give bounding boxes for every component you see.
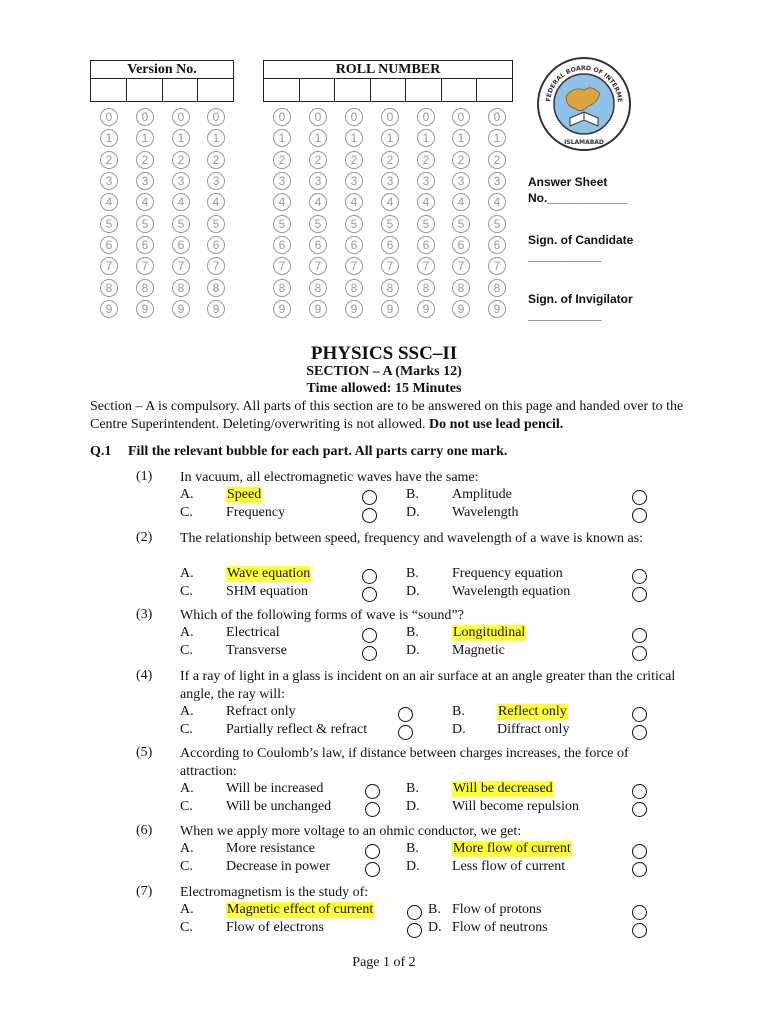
digit-bubble[interactable]: 0 <box>100 108 118 126</box>
roll-cell[interactable] <box>371 79 407 101</box>
option-text: Wave equation <box>227 566 311 581</box>
digit-bubble[interactable]: 9 <box>273 300 291 318</box>
digit-bubble[interactable]: 5 <box>172 215 190 233</box>
answer-bubble[interactable] <box>365 802 380 817</box>
section-title: SECTION – A (Marks 12) <box>306 364 462 379</box>
digit-bubble[interactable]: 9 <box>488 300 506 318</box>
option-letter: B. <box>406 487 419 502</box>
option-letter: B. <box>428 902 441 917</box>
digit-bubble[interactable]: 2 <box>136 151 154 169</box>
digit-bubble[interactable]: 9 <box>345 300 363 318</box>
digit-bubble[interactable]: 9 <box>136 300 154 318</box>
time-allowed: Time allowed: 15 Minutes <box>306 381 462 396</box>
version-digit-column <box>207 108 233 321</box>
digit-bubble[interactable]: 1 <box>273 129 291 147</box>
option-text: Wavelength <box>452 505 519 520</box>
digit-bubble[interactable]: 9 <box>417 300 435 318</box>
digit-bubble[interactable]: 3 <box>172 172 190 190</box>
digit-bubble[interactable]: 0 <box>207 108 225 126</box>
digit-bubble[interactable]: 9 <box>452 300 470 318</box>
digit-bubble[interactable]: 8 <box>207 279 225 297</box>
digit-bubble[interactable]: 3 <box>136 172 154 190</box>
digit-bubble[interactable]: 3 <box>417 172 435 190</box>
digit-bubble[interactable]: 2 <box>488 151 506 169</box>
digit-bubble[interactable]: 2 <box>381 151 399 169</box>
answer-bubble[interactable] <box>632 862 647 877</box>
option-letter: C. <box>180 643 193 658</box>
option-letter: A. <box>180 625 194 640</box>
digit-bubble[interactable]: 2 <box>309 151 327 169</box>
option-letter: D. <box>452 722 466 737</box>
option-text: Frequency <box>226 505 286 520</box>
digit-bubble[interactable]: 2 <box>345 151 363 169</box>
invigilator-signature-label: Sign. of Invigilator <box>528 292 633 306</box>
question-stem: The relationship between speed, frequency and wavelength of a wave is known as: <box>180 531 644 546</box>
answer-bubble[interactable] <box>362 587 377 602</box>
question-number: Q.1 <box>90 444 112 459</box>
paper-title: PHYSICS SSC–II <box>310 343 458 364</box>
candidate-signature <box>528 232 633 264</box>
digit-bubble[interactable]: 5 <box>273 215 291 233</box>
answer-bubble[interactable] <box>362 569 377 584</box>
digit-bubble[interactable]: 5 <box>100 215 118 233</box>
digit-bubble[interactable]: 5 <box>207 215 225 233</box>
answer-bubble[interactable] <box>632 569 647 584</box>
answer-bubble[interactable] <box>632 508 647 523</box>
digit-bubble[interactable]: 6 <box>488 236 506 254</box>
option-letter: A. <box>180 487 194 502</box>
svg-text:ISLAMABAD: ISLAMABAD <box>564 139 604 146</box>
digit-bubble[interactable]: 5 <box>452 215 470 233</box>
digit-bubble[interactable]: 6 <box>273 236 291 254</box>
digit-bubble[interactable]: 4 <box>100 193 118 211</box>
answer-bubble[interactable] <box>632 587 647 602</box>
digit-bubble[interactable]: 2 <box>100 151 118 169</box>
roll-cell[interactable] <box>264 79 300 101</box>
answer-sheet-number-field[interactable]: No.____________ <box>528 191 628 205</box>
digit-bubble[interactable]: 7 <box>207 257 225 275</box>
digit-bubble[interactable]: 4 <box>136 193 154 211</box>
version-digit-column <box>136 108 162 321</box>
question-part-number: (6) <box>136 823 153 838</box>
option-letter: D. <box>406 859 420 874</box>
option-letter: C. <box>180 722 193 737</box>
digit-bubble[interactable]: 0 <box>417 108 435 126</box>
question-part-number: (4) <box>136 668 153 683</box>
digit-bubble[interactable]: 4 <box>452 193 470 211</box>
answer-bubble[interactable] <box>632 923 647 938</box>
digit-bubble[interactable]: 1 <box>381 129 399 147</box>
answer-bubble[interactable] <box>407 923 422 938</box>
option-letter: D. <box>406 799 420 814</box>
digit-bubble[interactable]: 4 <box>207 193 225 211</box>
answer-bubble[interactable] <box>632 646 647 661</box>
option-letter: B. <box>406 781 419 796</box>
digit-bubble[interactable]: 1 <box>100 129 118 147</box>
digit-bubble[interactable]: 3 <box>381 172 399 190</box>
option-text: Reflect only <box>498 704 567 719</box>
digit-bubble[interactable]: 8 <box>417 279 435 297</box>
digit-bubble[interactable]: 1 <box>136 129 154 147</box>
answer-bubble[interactable] <box>632 784 647 799</box>
digit-bubble[interactable]: 7 <box>417 257 435 275</box>
option-text: More resistance <box>226 841 316 856</box>
digit-bubble[interactable]: 6 <box>172 236 190 254</box>
fbise-logo <box>536 56 632 152</box>
digit-bubble[interactable]: 1 <box>309 129 327 147</box>
invigilator-signature <box>528 291 633 323</box>
option-text: Magnetic <box>452 643 505 658</box>
question-part-number: (3) <box>136 607 153 622</box>
digit-bubble[interactable]: 8 <box>452 279 470 297</box>
roll-digit-column <box>381 108 407 321</box>
digit-bubble[interactable]: 1 <box>172 129 190 147</box>
digit-bubble[interactable]: 6 <box>207 236 225 254</box>
digit-bubble[interactable]: 0 <box>381 108 399 126</box>
digit-bubble[interactable]: 6 <box>381 236 399 254</box>
option-letter: A. <box>180 566 194 581</box>
digit-bubble[interactable]: 0 <box>309 108 327 126</box>
digit-bubble[interactable]: 9 <box>309 300 327 318</box>
digit-bubble[interactable]: 1 <box>452 129 470 147</box>
version-cell[interactable] <box>91 79 127 101</box>
question-stem: Which of the following forms of wave is “sound”? <box>180 608 464 623</box>
roll-digit-column <box>345 108 371 321</box>
option-letter: C. <box>180 584 193 599</box>
version-cell[interactable] <box>198 79 233 101</box>
answer-bubble[interactable] <box>362 508 377 523</box>
option-text: Will be unchanged <box>226 799 332 814</box>
option-text: Speed <box>227 487 262 502</box>
answer-bubble[interactable] <box>632 844 647 859</box>
digit-bubble[interactable]: 1 <box>488 129 506 147</box>
answer-bubble[interactable] <box>632 802 647 817</box>
digit-bubble[interactable]: 8 <box>273 279 291 297</box>
option-letter: B. <box>452 704 465 719</box>
digit-bubble[interactable]: 7 <box>136 257 154 275</box>
roll-cell[interactable] <box>406 79 442 101</box>
answer-bubble[interactable] <box>365 844 380 859</box>
digit-bubble[interactable]: 5 <box>417 215 435 233</box>
question-stem: Electromagnetism is the study of: <box>180 885 369 900</box>
answer-sheet-text: Answer Sheet <box>528 175 608 189</box>
option-text: Will become repulsion <box>452 799 579 814</box>
question-instruction: Fill the relevant bubble for each part. All parts carry one mark. <box>128 444 508 459</box>
option-letter: D. <box>406 643 420 658</box>
question-part-number: (5) <box>136 745 153 760</box>
digit-bubble[interactable]: 3 <box>100 172 118 190</box>
roll-number-title: ROLL NUMBER <box>264 61 512 79</box>
roll-digit-column <box>273 108 299 321</box>
question-part-number: (7) <box>136 884 153 899</box>
answer-bubble[interactable] <box>365 784 380 799</box>
option-text: Less flow of current <box>452 859 566 874</box>
digit-bubble[interactable]: 2 <box>172 151 190 169</box>
digit-bubble[interactable]: 3 <box>345 172 363 190</box>
digit-bubble[interactable]: 5 <box>488 215 506 233</box>
digit-bubble[interactable]: 8 <box>100 279 118 297</box>
option-text: Flow of electrons <box>226 920 324 935</box>
option-letter: C. <box>180 920 193 935</box>
digit-bubble[interactable]: 8 <box>172 279 190 297</box>
option-text: More flow of current <box>453 841 571 856</box>
digit-bubble[interactable]: 1 <box>207 129 225 147</box>
roll-cell[interactable] <box>477 79 512 101</box>
digit-bubble[interactable]: 7 <box>488 257 506 275</box>
option-text: SHM equation <box>226 584 309 599</box>
question-stem: In vacuum, all electromagnetic waves have the same: <box>180 470 479 485</box>
digit-bubble[interactable]: 2 <box>207 151 225 169</box>
option-text: Will be increased <box>226 781 324 796</box>
digit-bubble[interactable]: 0 <box>452 108 470 126</box>
answer-bubble[interactable] <box>365 862 380 877</box>
digit-bubble[interactable]: 9 <box>381 300 399 318</box>
answer-bubble[interactable] <box>398 725 413 740</box>
digit-bubble[interactable]: 8 <box>381 279 399 297</box>
digit-bubble[interactable]: 5 <box>309 215 327 233</box>
option-text: Amplitude <box>452 487 512 502</box>
answer-bubble[interactable] <box>632 490 647 505</box>
digit-bubble[interactable]: 3 <box>207 172 225 190</box>
instructions <box>90 398 690 433</box>
digit-bubble[interactable]: 8 <box>488 279 506 297</box>
option-letter: D. <box>406 505 420 520</box>
option-letter: A. <box>180 781 194 796</box>
question-part-number: (2) <box>136 530 153 545</box>
digit-bubble[interactable]: 8 <box>136 279 154 297</box>
answer-bubble[interactable] <box>362 628 377 643</box>
option-text: Refract only <box>226 704 296 719</box>
instructions-text: Section – A is compulsory. All parts of this section are to be answered on this page and handed over to the Centre Superintendent. Deleting/overwriting is not allowed. <box>90 399 684 432</box>
digit-bubble[interactable]: 2 <box>273 151 291 169</box>
digit-bubble[interactable]: 2 <box>452 151 470 169</box>
option-text: Transverse <box>226 643 287 658</box>
version-number-title: Version No. <box>91 61 233 79</box>
digit-bubble[interactable]: 9 <box>172 300 190 318</box>
roll-digit-column <box>488 108 514 321</box>
version-cell[interactable] <box>127 79 163 101</box>
invigilator-signature-field[interactable]: ___________ <box>528 308 602 322</box>
option-letter: B. <box>406 566 419 581</box>
digit-bubble[interactable]: 3 <box>309 172 327 190</box>
digit-bubble[interactable]: 3 <box>452 172 470 190</box>
digit-bubble[interactable]: 5 <box>381 215 399 233</box>
digit-bubble[interactable]: 4 <box>273 193 291 211</box>
option-letter: A. <box>180 902 194 917</box>
digit-bubble[interactable]: 6 <box>100 236 118 254</box>
roll-cell[interactable] <box>335 79 371 101</box>
digit-bubble[interactable]: 4 <box>309 193 327 211</box>
version-cell[interactable] <box>163 79 199 101</box>
digit-bubble[interactable]: 5 <box>136 215 154 233</box>
option-text: Magnetic effect of current <box>227 902 374 917</box>
digit-bubble[interactable]: 7 <box>273 257 291 275</box>
digit-bubble[interactable]: 3 <box>273 172 291 190</box>
option-text: Wavelength equation <box>452 584 571 599</box>
answer-bubble[interactable] <box>632 725 647 740</box>
option-text: Flow of neutrons <box>452 920 548 935</box>
option-letter: A. <box>180 704 194 719</box>
question-stem: When we apply more voltage to an ohmic conductor, we get: <box>180 824 522 839</box>
roll-digit-column <box>309 108 335 321</box>
digit-bubble[interactable]: 8 <box>345 279 363 297</box>
instructions-warning: Do not use lead pencil. <box>429 416 564 432</box>
digit-bubble[interactable]: 6 <box>417 236 435 254</box>
answer-bubble[interactable] <box>407 905 422 920</box>
roll-cell[interactable] <box>300 79 336 101</box>
roll-digit-column <box>452 108 478 321</box>
digit-bubble[interactable]: 6 <box>452 236 470 254</box>
option-text: Longitudinal <box>453 625 526 640</box>
digit-bubble[interactable]: 7 <box>309 257 327 275</box>
question-heading <box>90 444 507 460</box>
digit-bubble[interactable]: 4 <box>417 193 435 211</box>
answer-bubble[interactable] <box>632 707 647 722</box>
answer-sheet-label <box>528 174 627 206</box>
option-text: Will be decreased <box>453 781 553 796</box>
version-digit-column <box>172 108 198 321</box>
digit-bubble[interactable]: 7 <box>452 257 470 275</box>
question-stem: If a ray of light in a glass is incident on an air surface at an angle greater than the critical angle, the ray will: <box>180 669 676 702</box>
digit-bubble[interactable]: 6 <box>309 236 327 254</box>
digit-bubble[interactable]: 7 <box>345 257 363 275</box>
digit-bubble[interactable]: 0 <box>273 108 291 126</box>
answer-bubble[interactable] <box>632 628 647 643</box>
question-part-number: (1) <box>136 469 153 484</box>
option-text: Partially reflect & refract <box>226 722 368 737</box>
version-digit-column <box>100 108 126 321</box>
digit-bubble[interactable]: 9 <box>207 300 225 318</box>
option-letter: A. <box>180 841 194 856</box>
digit-bubble[interactable]: 8 <box>309 279 327 297</box>
option-letter: B. <box>406 841 419 856</box>
option-text: Flow of protons <box>452 902 542 917</box>
roll-digit-column <box>417 108 443 321</box>
svg-text:FEDERAL BOARD OF INTERMEDIATE: FEDERAL BOARD OF INTERME <box>545 64 624 103</box>
option-letter: C. <box>180 799 193 814</box>
option-letter: D. <box>406 584 420 599</box>
answer-bubble[interactable] <box>632 905 647 920</box>
roll-number-box <box>263 60 513 102</box>
answer-bubble[interactable] <box>362 490 377 505</box>
digit-bubble[interactable]: 7 <box>100 257 118 275</box>
answer-bubble[interactable] <box>362 646 377 661</box>
digit-bubble[interactable]: 0 <box>488 108 506 126</box>
digit-bubble[interactable]: 4 <box>381 193 399 211</box>
digit-bubble[interactable]: 7 <box>172 257 190 275</box>
digit-bubble[interactable]: 9 <box>100 300 118 318</box>
digit-bubble[interactable]: 2 <box>417 151 435 169</box>
digit-bubble[interactable]: 6 <box>136 236 154 254</box>
digit-bubble[interactable]: 4 <box>345 193 363 211</box>
option-text: Frequency equation <box>452 566 563 581</box>
option-letter: C. <box>180 859 193 874</box>
answer-bubble[interactable] <box>398 707 413 722</box>
question-stem: According to Coulomb’s law, if distance between charges increases, the force of attraction: <box>180 746 629 779</box>
digit-bubble[interactable]: 5 <box>345 215 363 233</box>
option-text: Electrical <box>226 625 280 640</box>
digit-bubble[interactable]: 1 <box>345 129 363 147</box>
digit-bubble[interactable]: 6 <box>345 236 363 254</box>
digit-bubble[interactable]: 1 <box>417 129 435 147</box>
digit-bubble[interactable]: 3 <box>488 172 506 190</box>
option-text: Decrease in power <box>226 859 331 874</box>
digit-bubble[interactable]: 4 <box>172 193 190 211</box>
page-number: Page 1 of 2 <box>352 955 416 970</box>
option-text: Diffract only <box>497 722 570 737</box>
digit-bubble[interactable]: 0 <box>345 108 363 126</box>
option-letter: B. <box>406 625 419 640</box>
digit-bubble[interactable]: 7 <box>381 257 399 275</box>
roll-cell[interactable] <box>442 79 478 101</box>
candidate-signature-field[interactable]: ___________ <box>528 249 602 263</box>
digit-bubble[interactable]: 0 <box>172 108 190 126</box>
option-letter: D. <box>428 920 442 935</box>
digit-bubble[interactable]: 0 <box>136 108 154 126</box>
version-number-box <box>90 60 234 102</box>
option-letter: C. <box>180 505 193 520</box>
digit-bubble[interactable]: 4 <box>488 193 506 211</box>
candidate-signature-label: Sign. of Candidate <box>528 233 634 247</box>
